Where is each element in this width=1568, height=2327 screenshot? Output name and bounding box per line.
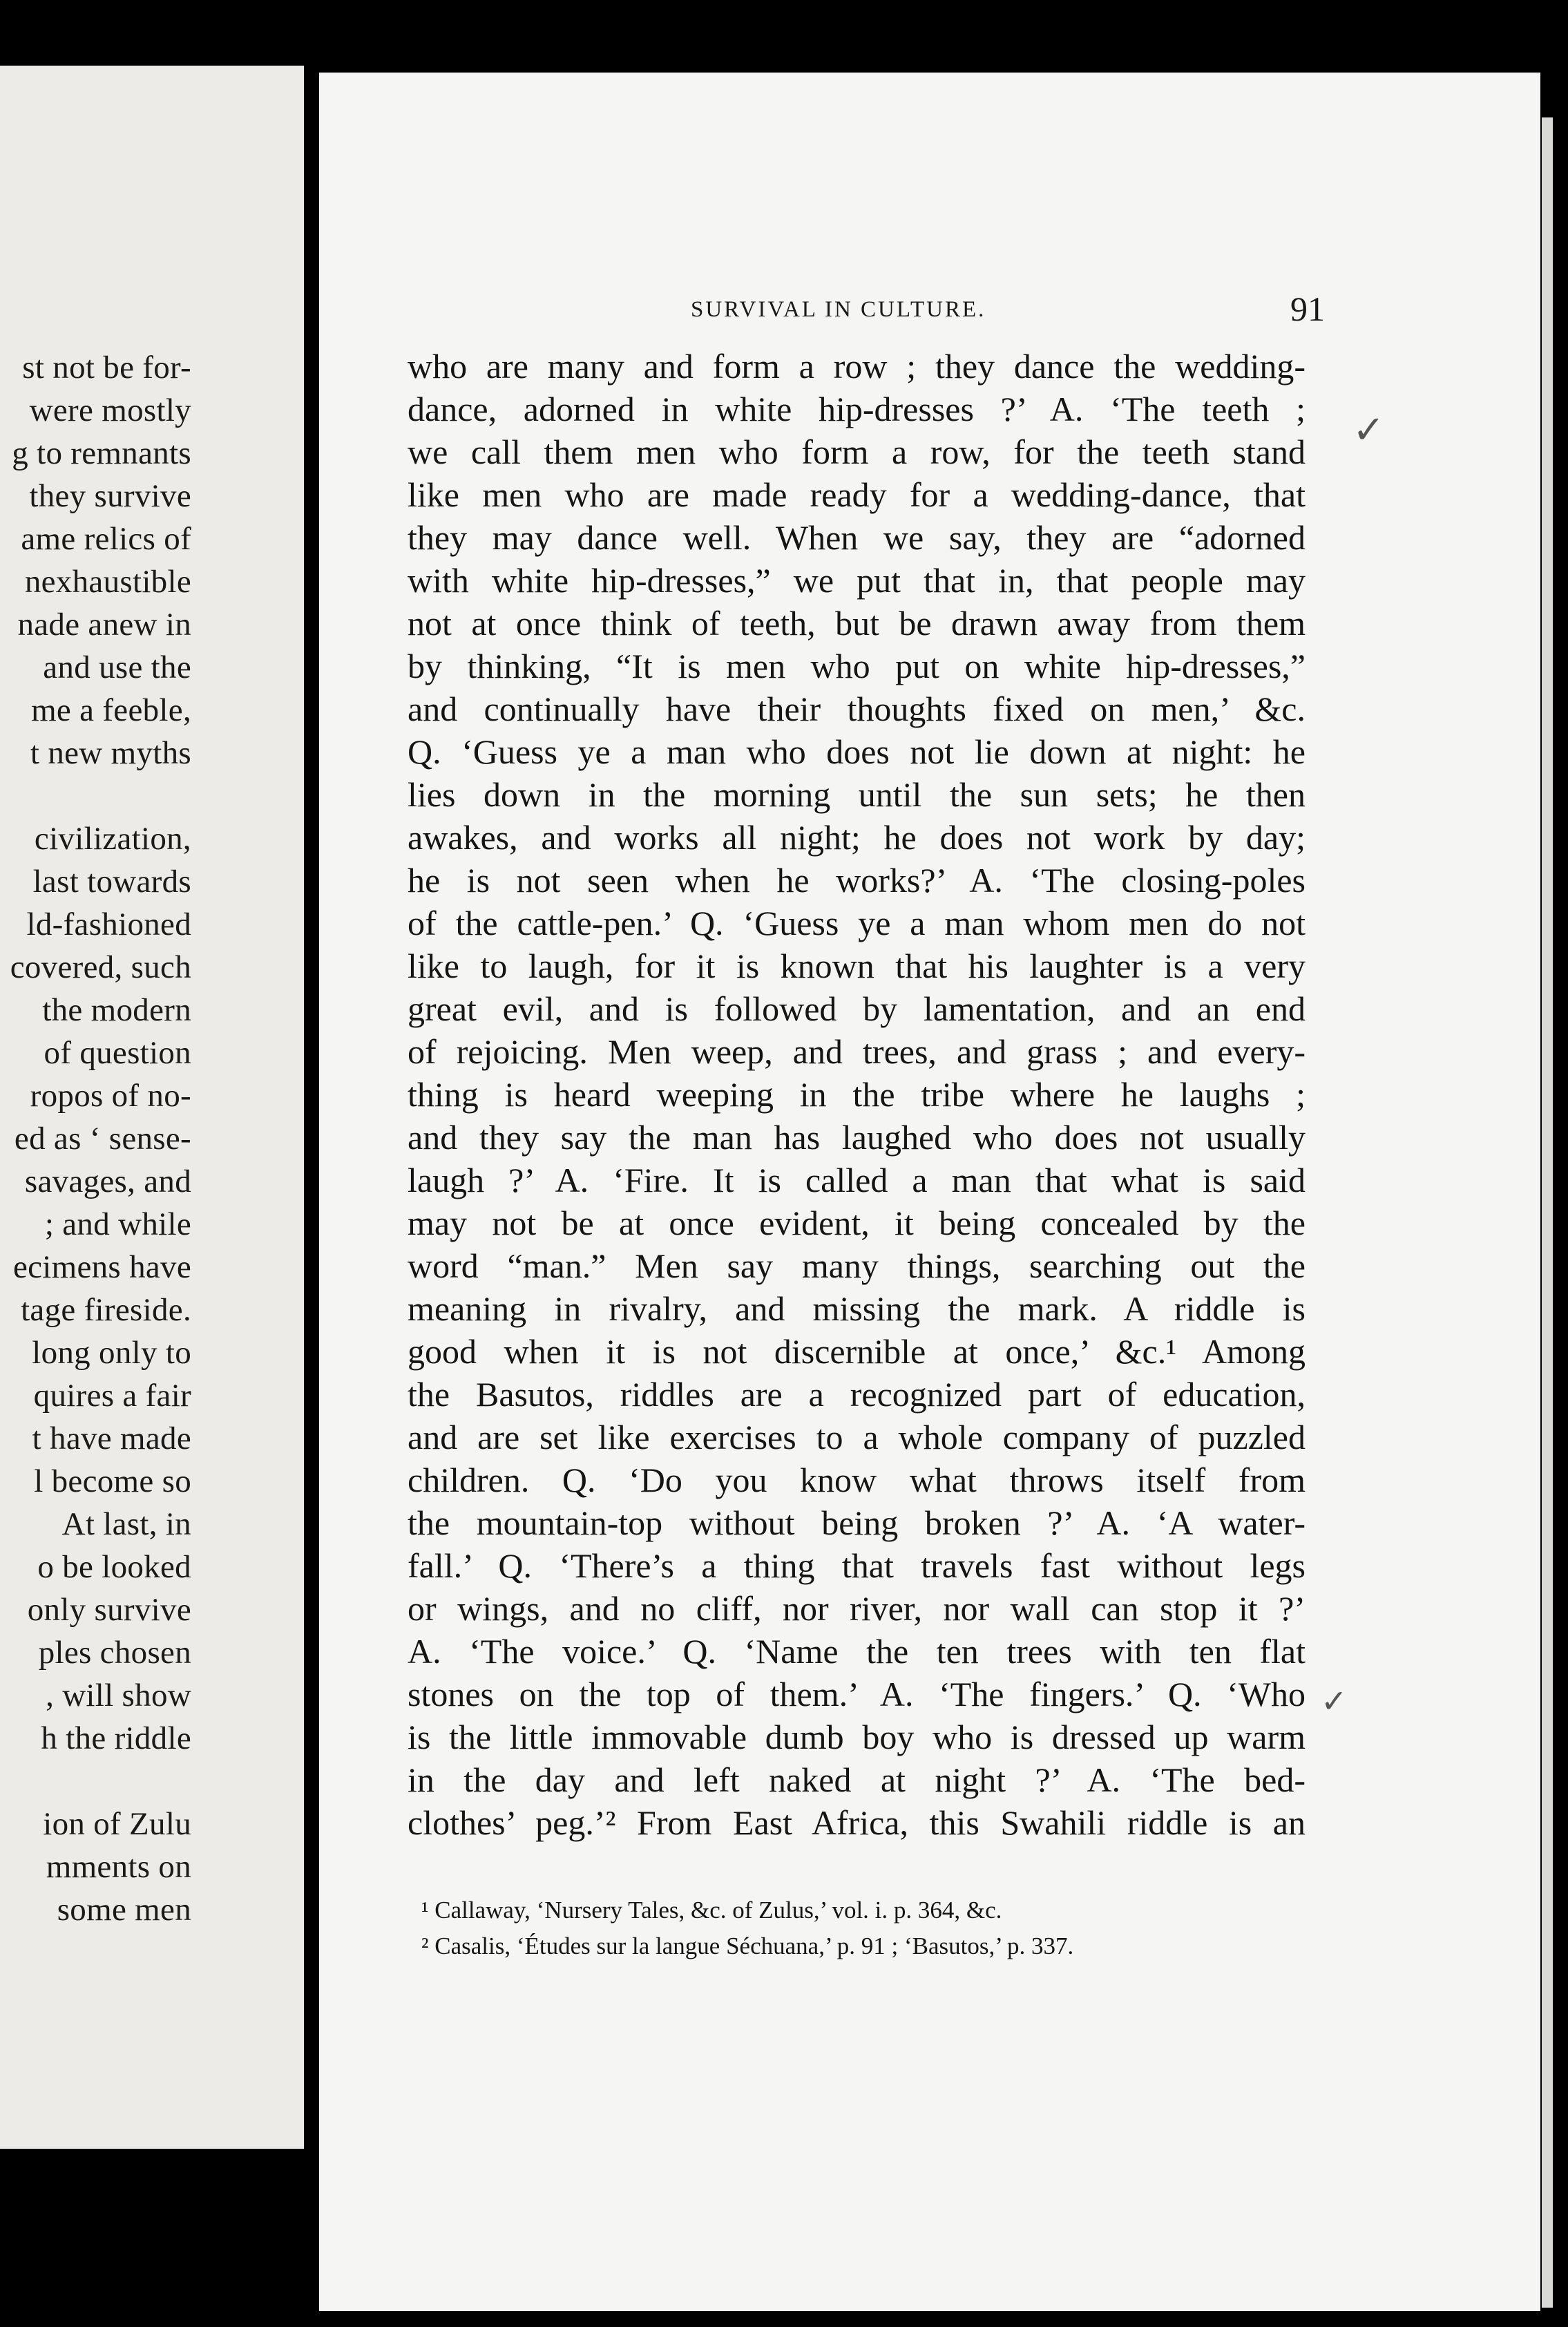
left-text-line: they survive	[29, 478, 191, 514]
facing-page-fragment	[0, 66, 304, 2149]
left-text-line: civilization,	[34, 821, 191, 857]
page-number: 91	[1290, 289, 1325, 328]
body-line: great evil, and is followed by lamentation, and an end	[408, 989, 1306, 1028]
left-text-line: st not be for-	[22, 350, 191, 386]
body-line: like to laugh, for it is known that his laughter is a very	[408, 947, 1306, 985]
left-text-line: savages, and	[24, 1164, 191, 1199]
body-line: lies down in the morning until the sun sets; he then	[408, 775, 1306, 814]
body-line: by thinking, “It is men who put on white hip-dresses,”	[408, 647, 1306, 685]
left-text-line: ecimens have	[12, 1249, 191, 1285]
left-text-line: covered, such	[10, 949, 191, 985]
left-text-line: some men	[57, 1892, 191, 1928]
body-line: with white hip-dresses,” we put that in, that people may	[408, 561, 1306, 600]
footnote-1: ¹ Callaway, ‘Nursery Tales, &c. of Zulus,’ vol. i. p. 364, &c.	[421, 1897, 1002, 1924]
body-line: and they say the man has laughed who does not usually	[408, 1118, 1306, 1157]
left-text-line: ion of Zulu	[43, 1806, 191, 1842]
body-line: fall.’ Q. ‘There’s a thing that travels fast without legs	[408, 1546, 1306, 1585]
body-line: like men who are made ready for a wedding-dance, that	[408, 475, 1306, 514]
left-text-line: o be looked	[37, 1549, 191, 1585]
left-text-line: only survive	[27, 1592, 191, 1628]
body-line: the Basutos, riddles are a recognized part of education,	[408, 1375, 1306, 1414]
body-line: who are many and form a row ; they dance the wedding-	[408, 347, 1306, 386]
left-text-line: last towards	[32, 864, 191, 900]
body-line: stones on the top of them.’ A. ‘The fingers.’ Q. ‘Who	[408, 1675, 1306, 1713]
left-text-line: l become so	[34, 1463, 191, 1499]
body-line: and continually have their thoughts fixed on men,’ &c.	[408, 690, 1306, 728]
body-line: and are set like exercises to a whole company of puzzled	[408, 1418, 1306, 1456]
page-edge	[1542, 117, 1553, 2308]
body-line: A. ‘The voice.’ Q. ‘Name the ten trees with ten flat	[408, 1632, 1306, 1671]
body-line: word “man.” Men say many things, searching out the	[408, 1246, 1306, 1285]
left-text-line: g to remnants	[12, 435, 191, 471]
left-text-line: , will show	[46, 1678, 191, 1713]
checkmark-icon: ✓	[1321, 1682, 1348, 1720]
left-text-line: me a feeble,	[31, 692, 191, 728]
body-line: not at once think of teeth, but be drawn away from them	[408, 604, 1306, 643]
body-line: awakes, and works all night; he does not work by day;	[408, 818, 1306, 857]
left-text-line: were mostly	[29, 392, 191, 428]
body-line: meaning in rivalry, and missing the mark. A riddle is	[408, 1289, 1306, 1328]
left-text-line: ed as ‘ sense-	[14, 1121, 191, 1157]
running-head: SURVIVAL IN CULTURE.	[691, 297, 986, 322]
body-line: Q. ‘Guess ye a man who does not lie down at night: he	[408, 732, 1306, 771]
checkmark-icon: ✓	[1352, 408, 1385, 453]
body-line: dance, adorned in white hip-dresses ?’ A. ‘The teeth ;	[408, 390, 1306, 428]
left-text-line: long only to	[32, 1335, 191, 1371]
left-text-line: mments on	[46, 1849, 191, 1885]
body-line: good when it is not discernible at once,’ &c.¹ Among	[408, 1332, 1306, 1371]
left-text-line: t new myths	[30, 735, 191, 771]
left-text-line: ld-fashioned	[26, 906, 191, 942]
body-line: in the day and left naked at night ?’ A. ‘The bed-	[408, 1760, 1306, 1799]
left-text-line: ame relics of	[21, 521, 191, 557]
body-line: laugh ?’ A. ‘Fire. It is called a man that what is said	[408, 1161, 1306, 1199]
body-line: is the little immovable dumb boy who is dressed up warm	[408, 1718, 1306, 1756]
left-text-line: At last, in	[61, 1506, 191, 1542]
left-text-line: nade anew in	[17, 607, 191, 643]
left-text-line: t have made	[32, 1421, 191, 1456]
left-text-line: tage fireside.	[21, 1292, 191, 1328]
left-text-line: of question	[44, 1035, 191, 1071]
body-line: of the cattle-pen.’ Q. ‘Guess ye a man whom men do not	[408, 904, 1306, 942]
body-line: they may dance well. When we say, they are “adorned	[408, 518, 1306, 557]
left-text-line: nexhaustible	[24, 564, 191, 600]
left-text-line: ples chosen	[38, 1635, 191, 1671]
body-line: he is not seen when he works?’ A. ‘The closing-poles	[408, 861, 1306, 900]
body-line: the mountain-top without being broken ?’ A. ‘A water-	[408, 1503, 1306, 1542]
left-text-line: quires a fair	[33, 1378, 191, 1414]
body-line: or wings, and no cliff, nor river, nor wall can stop it ?’	[408, 1589, 1306, 1628]
footnote-2: ² Casalis, ‘Études sur la langue Séchuana,’ p. 91 ; ‘Basutos,’ p. 337.	[421, 1932, 1074, 1959]
left-text-line: ropos of no-	[30, 1078, 191, 1114]
body-line: clothes’ peg.’² From East Africa, this Swahili riddle is an	[408, 1803, 1306, 1842]
left-text-line: and use the	[43, 649, 191, 685]
body-line: of rejoicing. Men weep, and trees, and grass ; and every-	[408, 1032, 1306, 1071]
left-text-line: ; and while	[44, 1206, 191, 1242]
left-text-line: the modern	[42, 992, 191, 1028]
body-line: may not be at once evident, it being concealed by the	[408, 1204, 1306, 1242]
body-line: children. Q. ‘Do you know what throws itself from	[408, 1461, 1306, 1499]
body-line: we call them men who form a row, for the teeth stand	[408, 433, 1306, 471]
body-line: thing is heard weeping in the tribe where he laughs ;	[408, 1075, 1306, 1114]
left-text-line: h the riddle	[41, 1720, 191, 1756]
